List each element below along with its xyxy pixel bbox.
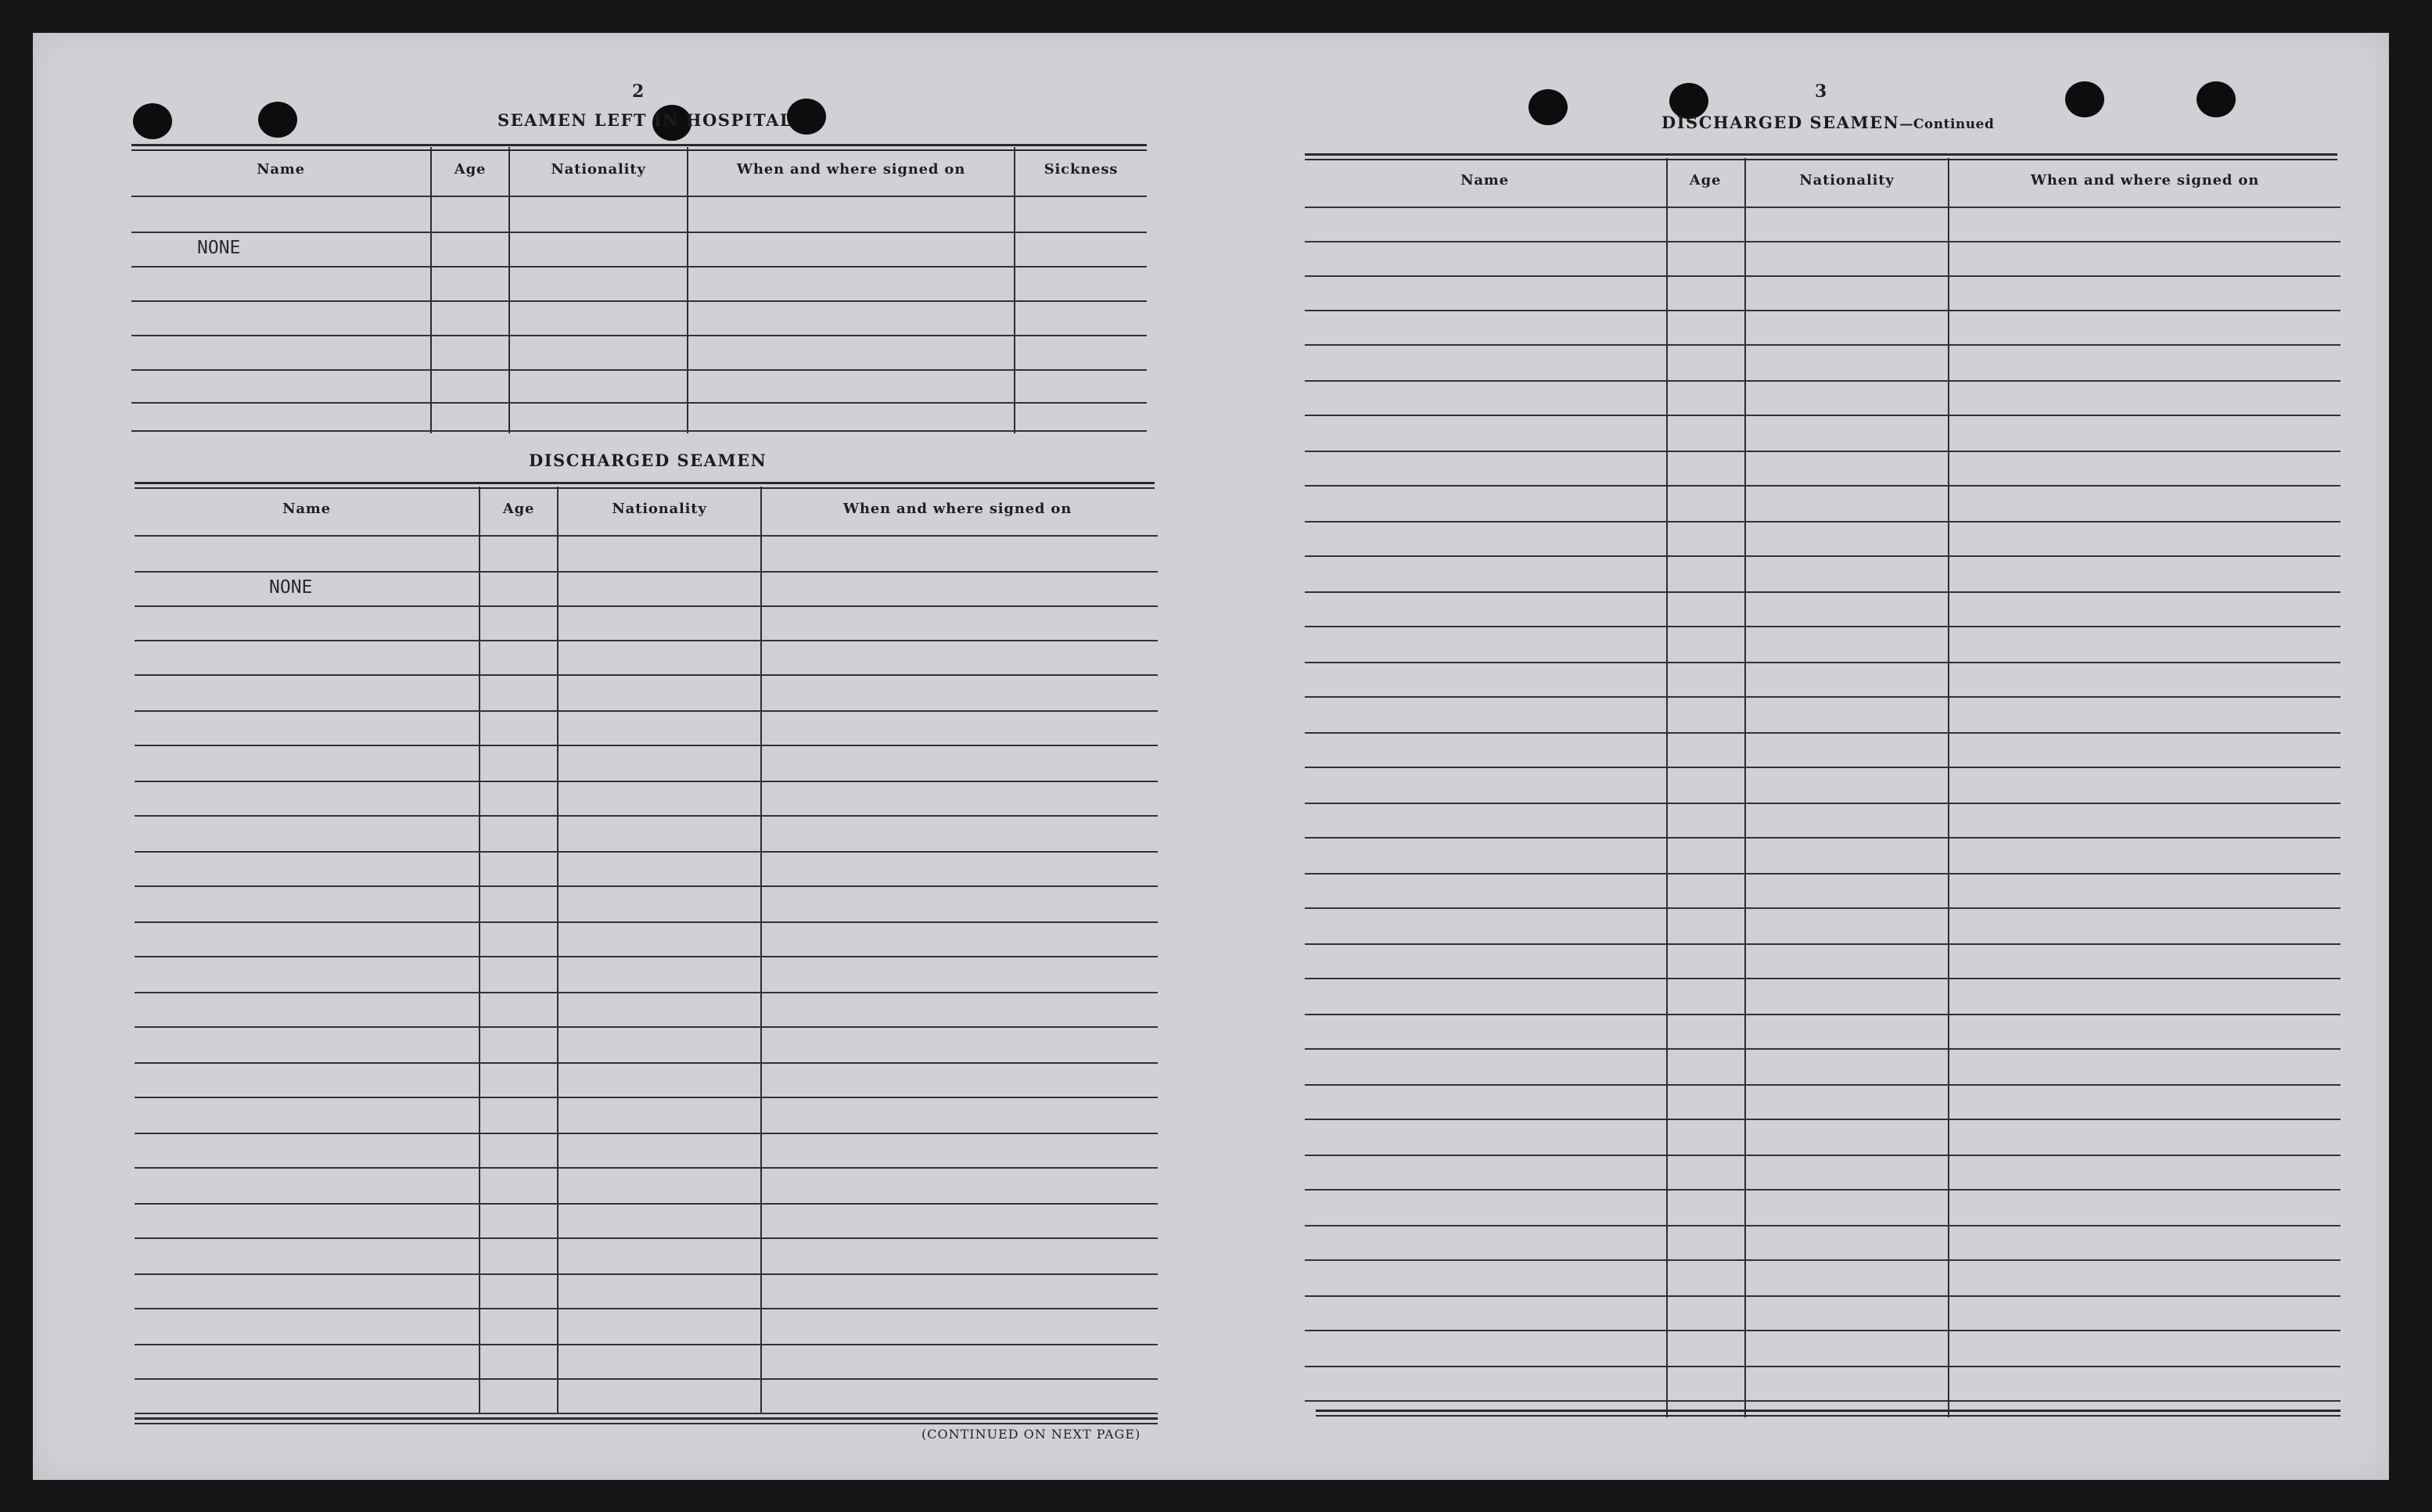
row-line xyxy=(1305,626,2340,627)
row-line xyxy=(135,1203,1158,1205)
continued-note: (CONTINUED ON NEXT PAGE) xyxy=(921,1427,1141,1442)
row-line xyxy=(1305,1330,2340,1331)
row-line xyxy=(1305,1295,2340,1297)
row-line xyxy=(131,232,1147,233)
hospital-section-title: SEAMEN LEFT IN HOSPITAL xyxy=(498,110,793,130)
column-divider xyxy=(508,147,510,433)
row-line xyxy=(1305,1366,2340,1367)
column-header-age: Age xyxy=(454,161,487,178)
row-line xyxy=(1305,1155,2340,1156)
discharged-table-bottom-rule xyxy=(135,1417,1158,1420)
column-header-age: Age xyxy=(1689,172,1722,189)
row-line xyxy=(1305,1225,2340,1226)
row-line xyxy=(1305,591,2340,593)
row-line xyxy=(135,710,1158,712)
column-header-nationality: Nationality xyxy=(1799,172,1895,189)
row-line xyxy=(1305,1084,2340,1086)
column-header-age: Age xyxy=(502,501,535,517)
row-line xyxy=(135,1097,1158,1098)
discharged-table xyxy=(135,487,1158,1414)
column-divider xyxy=(1666,158,1668,1417)
column-divider xyxy=(687,147,688,433)
row-line xyxy=(1305,521,2340,523)
punch-hole xyxy=(787,99,826,135)
row-line xyxy=(131,430,1147,432)
row-line xyxy=(1305,662,2340,663)
row-line xyxy=(1305,555,2340,557)
column-header-name: Name xyxy=(282,501,331,517)
manifest-sheet xyxy=(33,33,2389,1480)
hospital-entry-none: NONE xyxy=(197,238,241,258)
column-divider xyxy=(479,487,480,1414)
row-line xyxy=(135,992,1158,993)
column-header-name: Name xyxy=(257,161,305,178)
column-header-nationality: Nationality xyxy=(612,501,707,517)
row-line xyxy=(131,266,1147,268)
row-line xyxy=(135,605,1158,607)
punch-hole xyxy=(258,102,297,138)
row-line xyxy=(1305,978,2340,979)
row-line xyxy=(131,335,1147,336)
row-line xyxy=(1305,310,2340,311)
column-header-signed-on: When and where signed on xyxy=(2030,172,2260,189)
continued-table xyxy=(1305,158,2340,1417)
continued-table-bottom-rule xyxy=(1316,1410,2340,1412)
hospital-table-top-rule xyxy=(131,144,1147,146)
row-line xyxy=(1305,380,2340,382)
punch-hole xyxy=(1529,89,1568,125)
row-line xyxy=(1305,1014,2340,1015)
continued-section-title-suffix: —Continued xyxy=(1899,117,1995,132)
row-line xyxy=(135,885,1158,887)
row-line xyxy=(135,674,1158,676)
row-line xyxy=(135,571,1158,573)
row-line xyxy=(1305,696,2340,698)
row-line xyxy=(1305,451,2340,452)
row-line xyxy=(1305,767,2340,768)
row-line xyxy=(135,956,1158,957)
row-line xyxy=(135,921,1158,923)
column-header-sickness: Sickness xyxy=(1044,161,1119,178)
row-line xyxy=(131,369,1147,371)
row-line xyxy=(1305,415,2340,416)
header-underline xyxy=(131,196,1147,197)
row-line xyxy=(1305,485,2340,487)
row-line xyxy=(1305,837,2340,839)
row-line xyxy=(1305,275,2340,277)
page-number-right: 3 xyxy=(1815,81,1827,102)
row-line xyxy=(1305,907,2340,909)
row-line xyxy=(135,1167,1158,1169)
row-line xyxy=(1305,1400,2340,1402)
row-line xyxy=(135,781,1158,782)
row-line xyxy=(1305,1048,2340,1050)
row-line xyxy=(135,640,1158,641)
row-line xyxy=(131,300,1147,302)
row-line xyxy=(1305,1259,2340,1261)
header-underline xyxy=(1305,207,2340,208)
hospital-table xyxy=(131,147,1147,433)
row-line xyxy=(1305,344,2340,346)
discharged-entry-none: NONE xyxy=(269,577,313,598)
column-header-signed-on: When and where signed on xyxy=(842,501,1072,517)
row-line xyxy=(135,1273,1158,1275)
continued-table-top-rule xyxy=(1305,153,2337,156)
punch-hole xyxy=(2197,81,2236,117)
row-line xyxy=(135,745,1158,746)
continued-section-title xyxy=(1661,113,1994,132)
column-divider xyxy=(1948,158,1949,1417)
page-number-left: 2 xyxy=(632,81,645,102)
column-divider xyxy=(1014,147,1015,433)
row-line xyxy=(135,1062,1158,1064)
row-line xyxy=(1305,873,2340,875)
continued-section-title-main: DISCHARGED SEAMEN xyxy=(1661,113,1900,132)
column-header-name: Name xyxy=(1460,172,1509,189)
row-line xyxy=(135,1237,1158,1239)
row-line xyxy=(135,1344,1158,1345)
row-line xyxy=(1305,1119,2340,1120)
row-line xyxy=(135,1133,1158,1134)
column-header-nationality: Nationality xyxy=(551,161,646,178)
header-underline xyxy=(135,535,1158,537)
row-line xyxy=(135,851,1158,853)
row-line xyxy=(135,1413,1158,1414)
discharged-section-title: DISCHARGED SEAMEN xyxy=(529,451,767,470)
punch-hole xyxy=(2065,81,2104,117)
column-divider xyxy=(430,147,432,433)
column-divider xyxy=(760,487,762,1414)
row-line xyxy=(1305,803,2340,804)
row-line xyxy=(131,402,1147,404)
discharged-table-top-rule xyxy=(135,482,1155,484)
column-header-signed-on: When and where signed on xyxy=(736,161,966,178)
row-line xyxy=(1305,943,2340,945)
row-line xyxy=(1305,1189,2340,1191)
row-line xyxy=(135,815,1158,817)
row-line xyxy=(135,1026,1158,1028)
column-divider xyxy=(557,487,559,1414)
punch-hole xyxy=(133,103,172,139)
row-line xyxy=(135,1308,1158,1309)
column-divider xyxy=(1744,158,1746,1417)
row-line xyxy=(1305,732,2340,734)
row-line xyxy=(135,1378,1158,1380)
row-line xyxy=(1305,241,2340,242)
